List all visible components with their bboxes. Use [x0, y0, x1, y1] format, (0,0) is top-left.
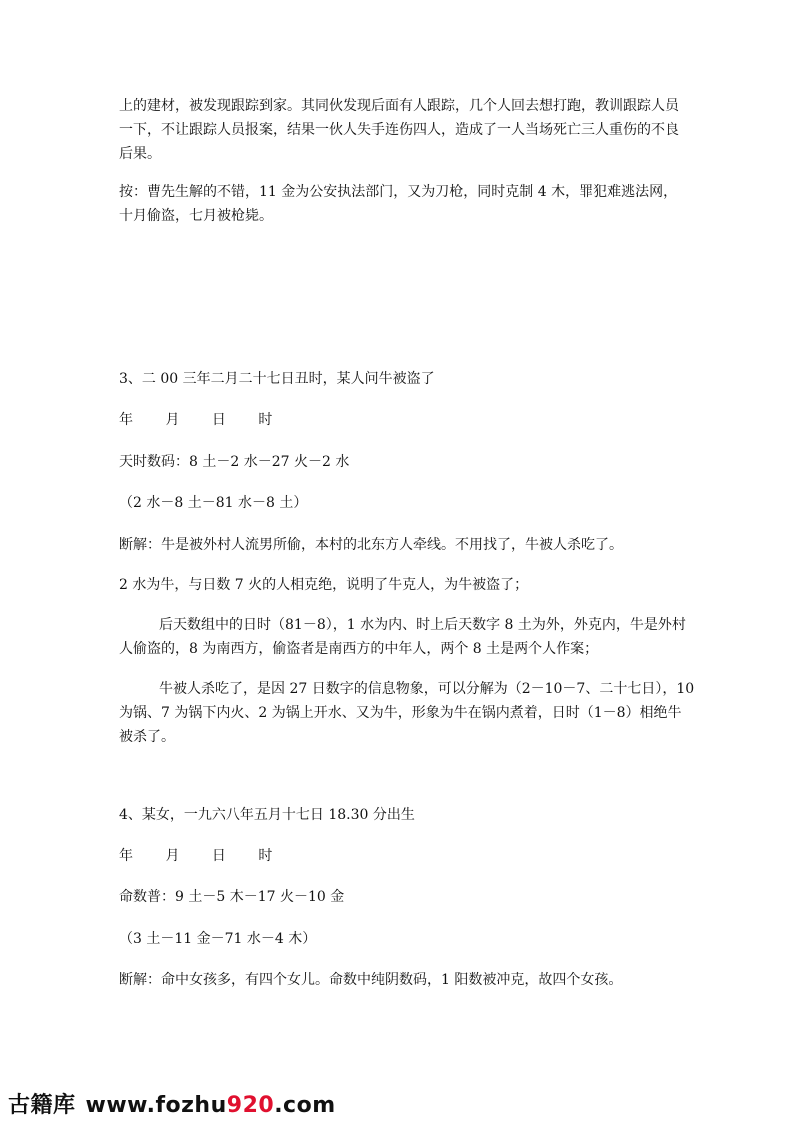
case-3-line-a: 2 水为牛，与日数 7 火的人相克绝，说明了牛克人，为牛被盗了；	[119, 577, 529, 593]
paragraph-line: 被杀了。	[119, 729, 175, 745]
day-label: 日	[211, 848, 226, 864]
hour-label: 时	[258, 848, 273, 864]
case-3-judgement: 断解：牛是被外村人流男所偷，本村的北东方人牵线。不用找了，牛被人杀吃了。	[119, 537, 623, 553]
paragraph-line: 人偷盗的，8 为南西方，偷盗者是南西方的中年人，两个 8 土是两个人作案；	[119, 641, 599, 657]
year-label: 年	[119, 412, 133, 428]
footer-url-accent: 920	[226, 1093, 275, 1118]
paragraph-line: 按：曹先生解的不错，11 金为公安执法部门，又为刀枪，同时克制 4 木，罪犯难逃法网，	[119, 184, 678, 200]
case-4-date-labels	[119, 846, 300, 866]
footer-brand: 古籍库	[8, 1093, 76, 1118]
footer-url-part: .com	[274, 1093, 336, 1118]
hour-label: 时	[258, 412, 273, 428]
paragraph-line: 为锅、7 为锅下内火、2 为锅上开水、又为牛，形象为牛在锅内煮着，日时（1－8）相绝牛	[119, 705, 682, 721]
case-3-title: 3、二 00 三年二月二十七日丑时，某人问牛被盗了	[119, 371, 435, 387]
footer-watermark	[8, 1088, 336, 1119]
paragraph-line: 牛被人杀吃了，是因 27 日数字的信息物象，可以分解为（2－10－7、二十七日），10	[159, 681, 695, 697]
day-label: 日	[211, 412, 226, 428]
paragraph-line: 十月偷盗，七月被枪毙。	[119, 208, 273, 224]
paragraph-line: 后果。	[119, 146, 161, 162]
footer-url-part: www.fozhu	[85, 1093, 227, 1118]
month-label: 月	[165, 412, 180, 428]
year-label: 年	[119, 848, 133, 864]
case-4-judgement: 断解：命中女孩多，有四个女儿。命数中纯阴数码，1 阳数被冲克，故四个女孩。	[119, 972, 623, 988]
paragraph-line: 后天数组中的日时（81－8），1 水为内、时上后天数字 8 土为外，外克内，牛是外村	[159, 617, 686, 633]
case-4-title: 4、某女，一九六八年五月十七日 18.30 分出生	[119, 807, 415, 823]
paragraph-line: 上的建材，被发现跟踪到家。其同伙发现后面有人跟踪，几个人回去想打跑，教训跟踪人员	[119, 98, 679, 114]
paragraph-line: 一下，不让跟踪人员报案，结果一伙人失手连伤四人，造成了一人当场死亡三人重伤的不良	[119, 122, 679, 138]
case-3-numbers-2: （2 水－8 土－81 水－8 土）	[119, 495, 308, 511]
case-3-date-labels	[119, 410, 300, 430]
month-label: 月	[165, 848, 180, 864]
case-4-numbers: 命数普：9 土－5 木－17 火－10 金	[119, 889, 345, 905]
case-4-numbers-2: （3 土－11 金－71 水－4 木）	[119, 931, 317, 947]
case-3-numbers: 天时数码：8 土－2 水－27 火－2 水	[119, 454, 350, 470]
